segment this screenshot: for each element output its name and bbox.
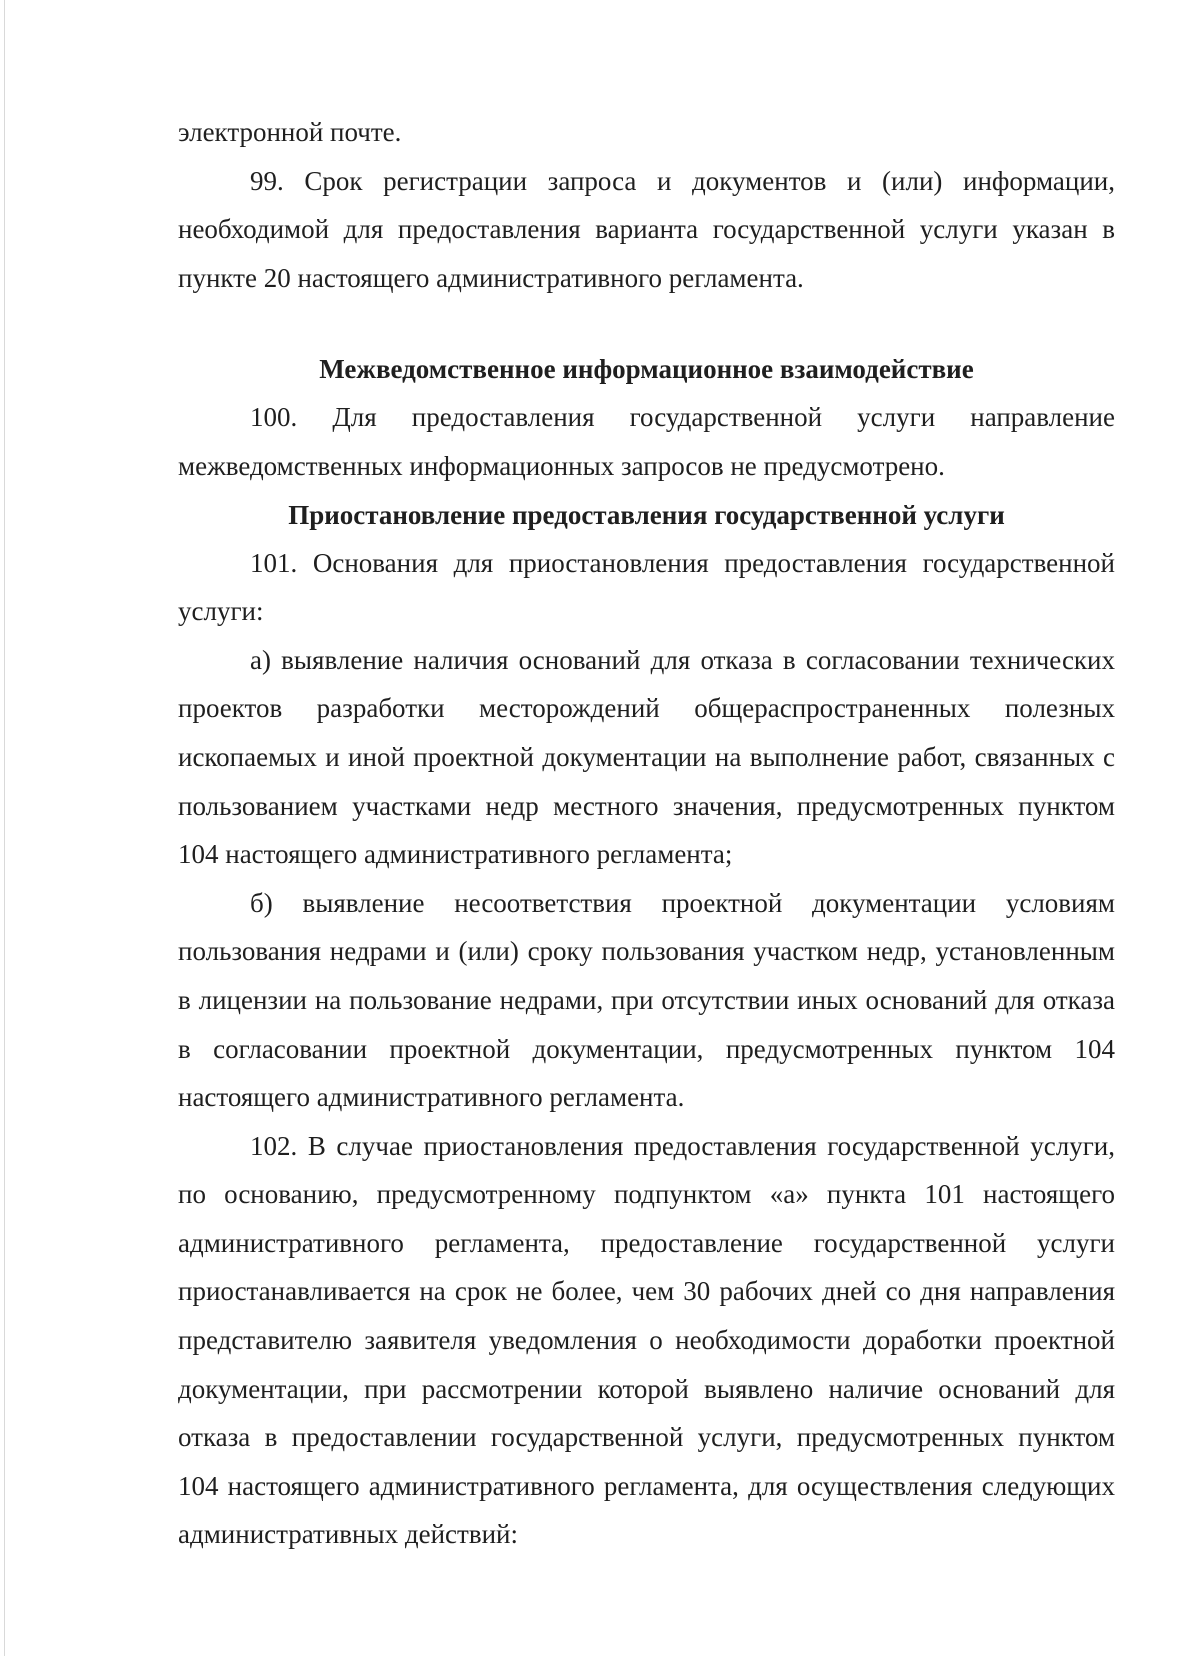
paragraph-101b: б) выявление несоответствия проектной документации условиям пользования недрами и (или) сроку пользования участком недр, установленным в лицензии на пользование недрами, при отсутствии иных оснований для отказа в согласовании проектной документации, предусмотренных пунктом 104 настоящего административного регламента. bbox=[178, 887, 1115, 1113]
document-body bbox=[178, 108, 1115, 1559]
paragraph-intro: электронной почте. bbox=[178, 117, 402, 147]
heading-interagency: Межведомственное информационное взаимодействие bbox=[319, 354, 974, 385]
paragraph-99: 99. Срок регистрации запроса и документов и (или) информации, необходимой для предоставления варианта государственной услуги указан в пункте 20 настоящего административного регламента. bbox=[178, 165, 1115, 293]
paragraph-100: 100. Для предоставления государственной услуги направление межведомственных информационных запросов не предусмотрено. bbox=[178, 402, 1115, 481]
paragraph-101: 101. Основания для приостановления предоставления государственной услуги: bbox=[178, 547, 1115, 627]
heading-suspension: Приостановление предоставления государственной услуги bbox=[288, 499, 1005, 530]
scan-edge-line bbox=[4, 0, 5, 1656]
section-gap bbox=[178, 302, 1115, 345]
paragraph-102: 102. В случае приостановления предоставления государственной услуги, по основанию, предусмотренному подпунктом «а» пункта 101 настоящего административного регламента, предоставление государственной услуги приостанавливается на срок не более, чем 30 рабочих дней со дня направления представителю заявителя уведомления о необходимости доработки проектной документации, при рассмотрении которой выявлено наличие оснований для отказа в предоставлении государственной услуги, предусмотренных пунктом 104 настоящего административного регламента, для осуществления следующих административных действий: bbox=[178, 1130, 1115, 1550]
paragraph-101a: а) выявление наличия оснований для отказа в согласовании технических проектов разработки месторождений общераспространенных полезных ископаемых и иной проектной документации на выполнение работ, связанных с пользованием участками недр местного значения, предусмотренных пунктом 104 настоящего административного регламента; bbox=[178, 644, 1115, 870]
